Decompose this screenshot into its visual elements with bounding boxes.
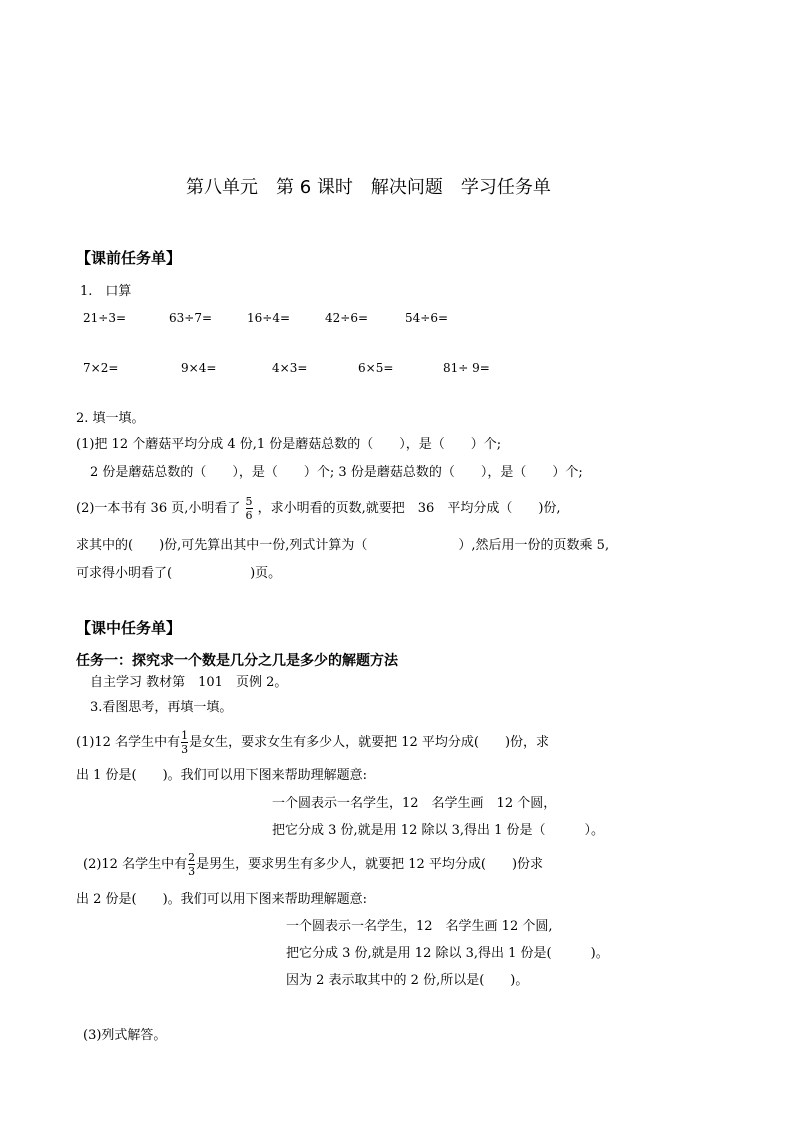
math-item: 42÷6= (325, 311, 369, 325)
q2-line-3-text-a: (2)一本书有 36 页,小明看了 (76, 501, 241, 516)
q2-label: 2. 填一填。 (76, 411, 145, 426)
part1-line-2: 出 1 份是( )。我们可以用下图来帮助理解题意: (76, 768, 368, 783)
part2-text-a: (2)12 名学生中有 (83, 857, 188, 872)
part1-line-3: 一个圆表示一名学生，12 名学生画 12 个圆， (272, 796, 557, 811)
math-item: 54÷6= (405, 311, 449, 325)
q2-line-3-text-b: ，求小明看的页数,就要把 36 平均分成（ )份, (257, 501, 561, 516)
math-item: 16÷4= (247, 311, 291, 325)
math-item: 7×2= (83, 361, 119, 375)
part2-line-3: 一个圆表示一名学生，12 名学生画 12 个圆, (286, 919, 553, 934)
q2-line-5: 可求得小明看了( )页。 (76, 566, 282, 581)
part3-line: (3)列式解答。 (83, 1028, 167, 1043)
fraction-five-sixths (246, 496, 253, 521)
part1-line-4: 把它分成 3 份,就是用 12 除以 3,得出 1 份是（ ）。 (272, 823, 605, 838)
pre-class-section-heading: 【课前任务单】 (76, 249, 182, 267)
fraction-numerator: 2 (188, 851, 196, 864)
fraction-denominator: 3 (181, 743, 189, 756)
q1-label: 1. 口算 (80, 284, 132, 299)
fraction-numerator: 1 (181, 729, 189, 742)
math-item: 81÷ 9= (443, 361, 490, 375)
part2-line-4: 把它分成 3 份,就是用 12 除以 3,得出 1 份是( )。 (286, 946, 609, 961)
part1-text-a: (1)12 名学生中有 (76, 735, 181, 750)
in-class-section-heading: 【课中任务单】 (76, 619, 182, 637)
part2-line-2: 出 2 份是( )。我们可以用下图来帮助理解题意: (76, 892, 368, 907)
part2-text-b: 是男生，要求男生有多少人，就要把 12 平均分成( )份求 (196, 857, 544, 872)
part2-line-1 (83, 850, 543, 880)
task1-title: 任务一：探究求一个数是几分之几是多少的解题方法 (76, 653, 398, 669)
math-item: 9×4= (181, 361, 217, 375)
q3-label: 3.看图思考，再填一填。 (90, 700, 233, 715)
q2-line-1: (1)把 12 个蘑菇平均分成 4 份,1 份是蘑菇总数的（ ），是（ ）个; (76, 437, 502, 452)
q2-line-4: 求其中的( )份,可先算出其中一份,列式计算为（ ）,然后用一份的页数乘 5, (76, 538, 610, 553)
q2-line-3 (76, 494, 561, 524)
part2-line-5: 因为 2 表示取其中的 2 份,所以是( )。 (286, 973, 529, 988)
math-item: 63÷7= (169, 311, 213, 325)
q2-line-2: 2 份是蘑菇总数的（ ），是（ ）个; 3 份是蘑菇总数的（ ），是（ ）个; (90, 465, 583, 480)
math-item: 4×3= (272, 361, 308, 375)
part1-line-1 (76, 728, 549, 758)
fraction-two-thirds (188, 852, 195, 877)
part1-text-b: 是女生，要求女生有多少人，就要把 12 平均分成( )份，求 (189, 735, 550, 750)
fraction-one-third (181, 730, 188, 755)
math-item: 21÷3= (83, 311, 127, 325)
fraction-numerator: 5 (245, 495, 253, 508)
self-study-note: 自主学习 教材第 101 页例 2。 (90, 675, 288, 690)
page-title: 第八单元 第 6 课时 解决问题 学习任务单 (186, 177, 551, 198)
fraction-denominator: 3 (188, 865, 196, 878)
math-item: 6×5= (358, 361, 394, 375)
fraction-denominator: 6 (245, 509, 253, 522)
